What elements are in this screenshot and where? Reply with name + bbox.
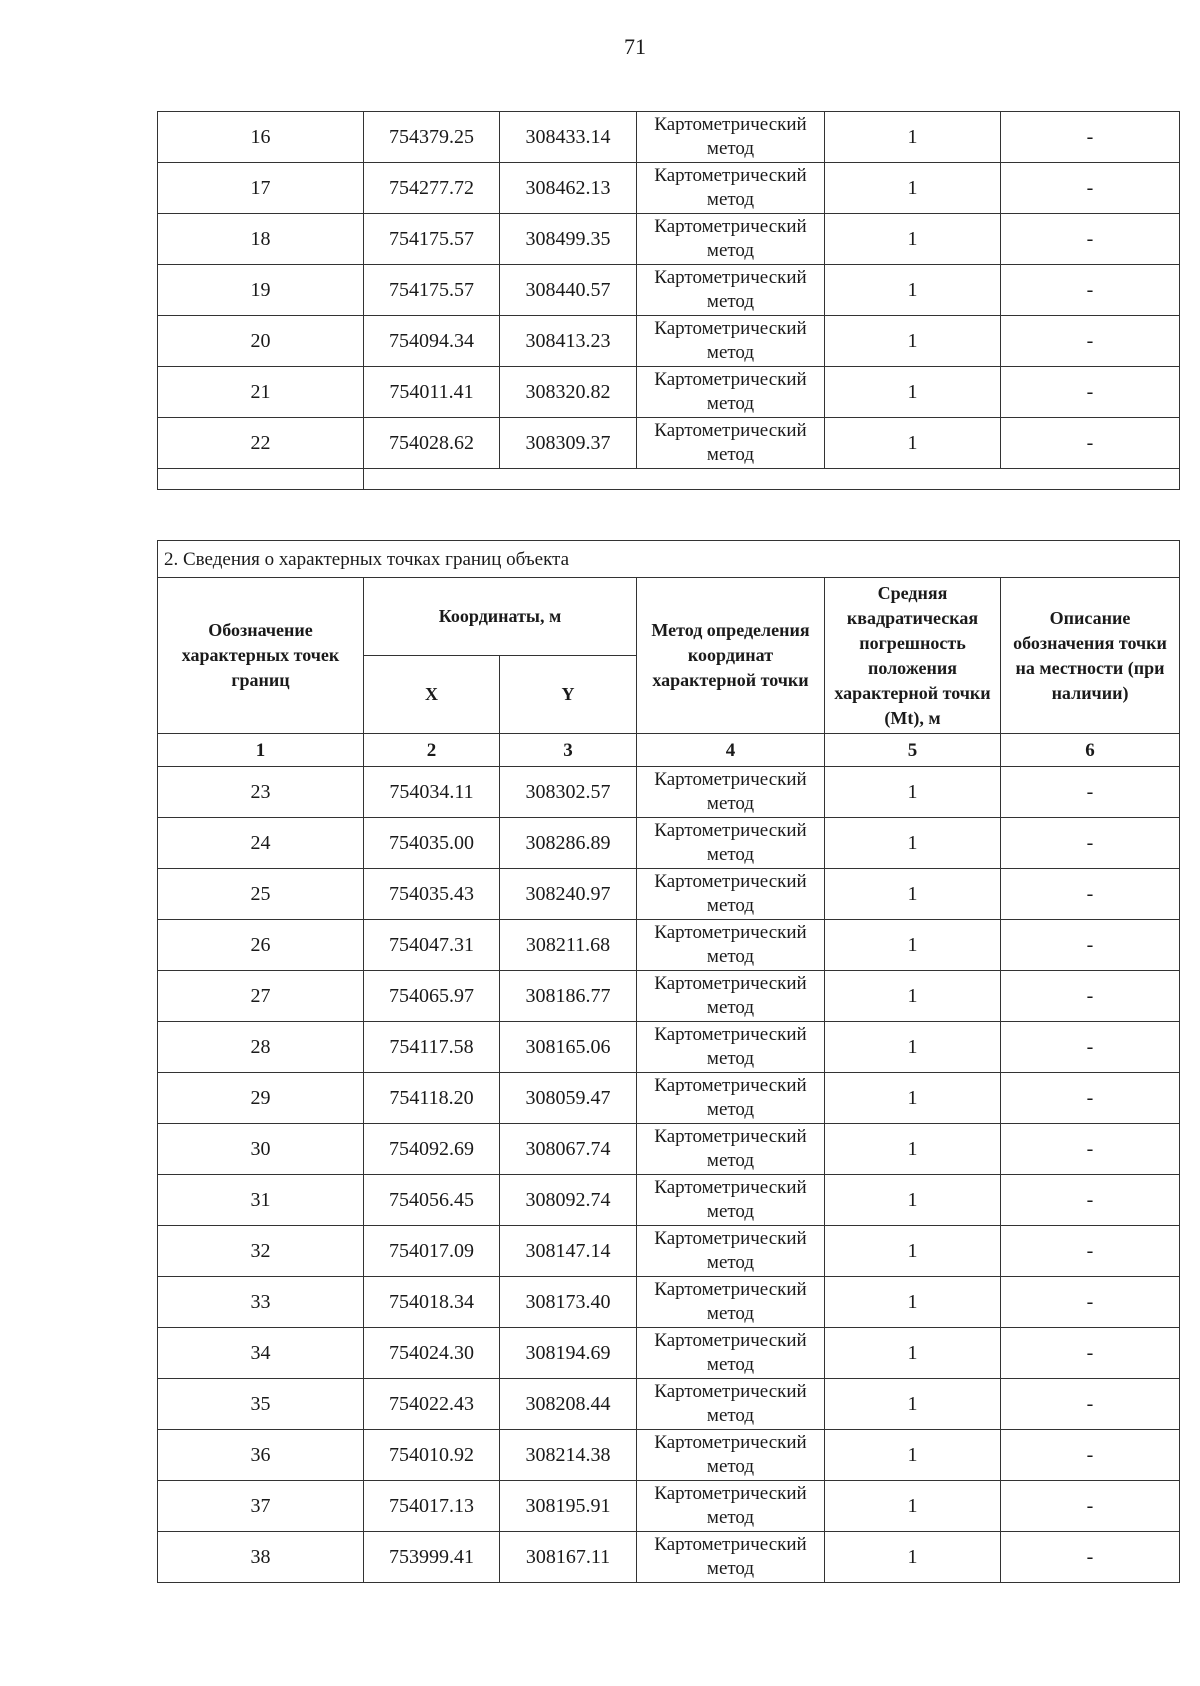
cell-description: - [1001,163,1180,214]
cell-x: 754035.43 [364,869,500,920]
cell-x: 754034.11 [364,767,500,818]
cell-x: 754175.57 [364,265,500,316]
cell-y: 308240.97 [500,869,637,920]
cell-x: 754092.69 [364,1124,500,1175]
cell-point: 31 [158,1175,364,1226]
table-row [158,1175,1180,1226]
cell-description: - [1001,265,1180,316]
cell-x: 754024.30 [364,1328,500,1379]
cell-y: 308208.44 [500,1379,637,1430]
empty-cell [364,469,1180,490]
empty-row [158,469,1180,490]
cell-point: 25 [158,869,364,920]
table-row [158,1430,1180,1481]
table-row [158,1532,1180,1583]
table-row [158,1124,1180,1175]
cell-method: Картометрический метод [637,1124,825,1175]
table-row [158,1379,1180,1430]
cell-y: 308194.69 [500,1328,637,1379]
cell-method: Картометрический метод [637,1277,825,1328]
cell-y: 308499.35 [500,214,637,265]
cell-point: 27 [158,971,364,1022]
cell-mt: 1 [825,971,1001,1022]
cell-mt: 1 [825,1277,1001,1328]
cell-mt: 1 [825,265,1001,316]
table-row [158,316,1180,367]
table-row [158,418,1180,469]
cell-y: 308433.14 [500,112,637,163]
cell-y: 308286.89 [500,818,637,869]
cell-point: 33 [158,1277,364,1328]
cell-method: Картометрический метод [637,1481,825,1532]
cell-y: 308165.06 [500,1022,637,1073]
table-row [158,112,1180,163]
column-number: 2 [364,734,500,767]
cell-y: 308211.68 [500,920,637,971]
cell-y: 308173.40 [500,1277,637,1328]
header-error: Средняя квадратическая погрешность положения характерной точки (Mt), м [825,578,1001,734]
cell-y: 308302.57 [500,767,637,818]
cell-point: 37 [158,1481,364,1532]
cell-x: 754047.31 [364,920,500,971]
cell-x: 754018.34 [364,1277,500,1328]
cell-method: Картометрический метод [637,1328,825,1379]
cell-mt: 1 [825,316,1001,367]
header-x: X [364,656,500,734]
table-body [158,767,1180,1583]
cell-mt: 1 [825,1430,1001,1481]
cell-y: 308214.38 [500,1430,637,1481]
column-number: 1 [158,734,364,767]
table-body [158,112,1180,490]
cell-x: 753999.41 [364,1532,500,1583]
cell-description: - [1001,1022,1180,1073]
header-method: Метод определения координат характерной точки [637,578,825,734]
cell-y: 308462.13 [500,163,637,214]
cell-x: 754017.09 [364,1226,500,1277]
cell-x: 754277.72 [364,163,500,214]
cell-description: - [1001,818,1180,869]
cell-point: 18 [158,214,364,265]
cell-method: Картометрический метод [637,316,825,367]
table-row [158,163,1180,214]
cell-mt: 1 [825,1532,1001,1583]
cell-mt: 1 [825,1022,1001,1073]
table-row [158,1328,1180,1379]
cell-y: 308167.11 [500,1532,637,1583]
cell-y: 308067.74 [500,1124,637,1175]
cell-x: 754118.20 [364,1073,500,1124]
cell-method: Картометрический метод [637,1430,825,1481]
table-row [158,1481,1180,1532]
header-coordinates: Координаты, м [364,578,637,656]
cell-method: Картометрический метод [637,214,825,265]
cell-method: Картометрический метод [637,265,825,316]
cell-mt: 1 [825,1124,1001,1175]
cell-mt: 1 [825,112,1001,163]
cell-method: Картометрический метод [637,920,825,971]
cell-method: Картометрический метод [637,1226,825,1277]
cell-y: 308186.77 [500,971,637,1022]
cell-point: 38 [158,1532,364,1583]
cell-point: 16 [158,112,364,163]
cell-point: 24 [158,818,364,869]
cell-point: 20 [158,316,364,367]
cell-y: 308147.14 [500,1226,637,1277]
table-header [158,541,1180,767]
cell-method: Картометрический метод [637,971,825,1022]
cell-method: Картометрический метод [637,869,825,920]
cell-description: - [1001,1328,1180,1379]
cell-point: 34 [158,1328,364,1379]
table-row [158,1226,1180,1277]
cell-method: Картометрический метод [637,1073,825,1124]
cell-mt: 1 [825,163,1001,214]
cell-description: - [1001,418,1180,469]
cell-method: Картометрический метод [637,367,825,418]
table-row [158,869,1180,920]
cell-mt: 1 [825,767,1001,818]
table-row [158,1022,1180,1073]
cell-mt: 1 [825,1481,1001,1532]
table-row [158,214,1180,265]
cell-mt: 1 [825,1379,1001,1430]
cell-x: 754010.92 [364,1430,500,1481]
cell-description: - [1001,1481,1180,1532]
cell-y: 308059.47 [500,1073,637,1124]
cell-x: 754056.45 [364,1175,500,1226]
boundary-points-table [157,540,1180,1583]
cell-x: 754117.58 [364,1022,500,1073]
page-number: 71 [624,34,646,59]
cell-mt: 1 [825,1175,1001,1226]
cell-method: Картометрический метод [637,418,825,469]
cell-x: 754035.00 [364,818,500,869]
cell-x: 754028.62 [364,418,500,469]
cell-mt: 1 [825,818,1001,869]
cell-description: - [1001,1124,1180,1175]
cell-method: Картометрический метод [637,1175,825,1226]
cell-description: - [1001,1175,1180,1226]
cell-x: 754011.41 [364,367,500,418]
cell-point: 19 [158,265,364,316]
cell-method: Картометрический метод [637,767,825,818]
cell-point: 35 [158,1379,364,1430]
column-number: 4 [637,734,825,767]
cell-y: 308309.37 [500,418,637,469]
cell-point: 36 [158,1430,364,1481]
empty-cell [158,469,364,490]
table-row [158,367,1180,418]
cell-mt: 1 [825,1328,1001,1379]
cell-method: Картометрический метод [637,163,825,214]
cell-description: - [1001,971,1180,1022]
cell-x: 754094.34 [364,316,500,367]
cell-description: - [1001,1430,1180,1481]
cell-description: - [1001,767,1180,818]
cell-y: 308092.74 [500,1175,637,1226]
section-title: 2. Сведения о характерных точках границ объекта [158,541,1180,578]
cell-x: 754065.97 [364,971,500,1022]
cell-point: 23 [158,767,364,818]
coordinates-table-continued [157,111,1180,490]
cell-mt: 1 [825,1073,1001,1124]
cell-mt: 1 [825,214,1001,265]
table-row [158,265,1180,316]
cell-point: 17 [158,163,364,214]
cell-description: - [1001,214,1180,265]
cell-x: 754379.25 [364,112,500,163]
table-row [158,920,1180,971]
header-description: Описание обозначения точки на местности (при наличии) [1001,578,1180,734]
cell-point: 30 [158,1124,364,1175]
cell-y: 308413.23 [500,316,637,367]
cell-method: Картометрический метод [637,1379,825,1430]
cell-description: - [1001,1073,1180,1124]
cell-y: 308195.91 [500,1481,637,1532]
cell-description: - [1001,1532,1180,1583]
table-row [158,1277,1180,1328]
cell-mt: 1 [825,920,1001,971]
cell-mt: 1 [825,869,1001,920]
cell-x: 754017.13 [364,1481,500,1532]
column-number: 6 [1001,734,1180,767]
cell-x: 754022.43 [364,1379,500,1430]
cell-method: Картометрический метод [637,818,825,869]
cell-mt: 1 [825,367,1001,418]
cell-description: - [1001,1379,1180,1430]
column-number: 3 [500,734,637,767]
cell-point: 21 [158,367,364,418]
cell-description: - [1001,1226,1180,1277]
table-row [158,971,1180,1022]
cell-mt: 1 [825,418,1001,469]
cell-description: - [1001,316,1180,367]
cell-description: - [1001,1277,1180,1328]
cell-point: 22 [158,418,364,469]
cell-x: 754175.57 [364,214,500,265]
cell-description: - [1001,920,1180,971]
cell-method: Картометрический метод [637,112,825,163]
cell-description: - [1001,367,1180,418]
table-row [158,767,1180,818]
cell-method: Картометрический метод [637,1022,825,1073]
header-designation: Обозначение характерных точек границ [158,578,364,734]
header-y: Y [500,656,637,734]
table-row [158,818,1180,869]
cell-y: 308320.82 [500,367,637,418]
cell-point: 32 [158,1226,364,1277]
table-row [158,1073,1180,1124]
cell-point: 26 [158,920,364,971]
cell-mt: 1 [825,1226,1001,1277]
column-number: 5 [825,734,1001,767]
cell-y: 308440.57 [500,265,637,316]
cell-description: - [1001,112,1180,163]
cell-description: - [1001,869,1180,920]
cell-point: 28 [158,1022,364,1073]
cell-method: Картометрический метод [637,1532,825,1583]
cell-point: 29 [158,1073,364,1124]
